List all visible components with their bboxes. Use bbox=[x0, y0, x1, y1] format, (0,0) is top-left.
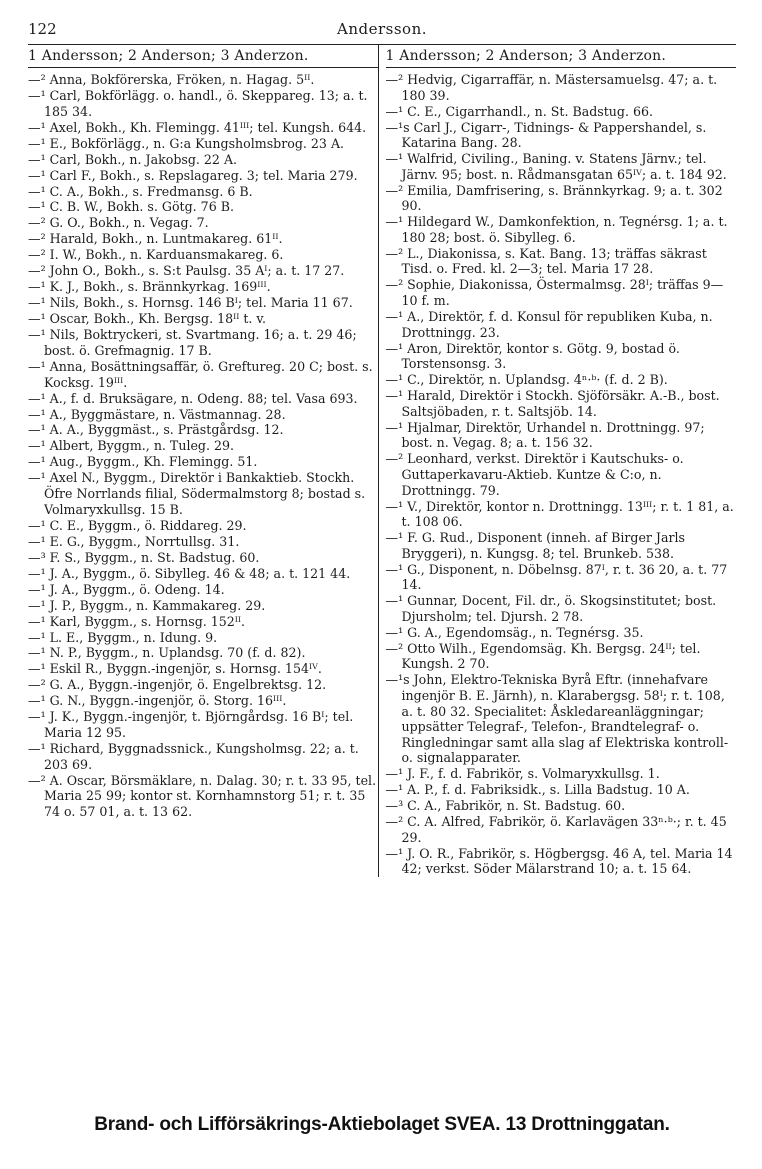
directory-entry: —¹ J. A., Byggm., ö. Sibylleg. 46 & 48; a. t. 121 44. bbox=[28, 565, 351, 581]
directory-entry: —¹ C. A., Bokh., s. Fredmansg. 6 B. bbox=[28, 183, 253, 199]
directory-entry: —¹ K. J., Bokh., s. Brännkyrkag. 169ᴵᴵᴵ. bbox=[28, 279, 271, 295]
directory-entry: —¹ G. A., Egendomsäg., n. Tegnérsg. 35. bbox=[385, 624, 644, 640]
directory-entry: —¹ J. F., f. d. Fabrikör, s. Volmaryxkullsg. 1. bbox=[385, 766, 660, 782]
directory-entry: —¹ E. G., Byggm., Norrtullsg. 31. bbox=[28, 533, 240, 549]
directory-entry: —² Otto Wilh., Egendomsäg. Kh. Bergsg. 24ᴵᴵ; tel. Kungsh. 2 70. bbox=[385, 640, 701, 672]
directory-entry: —¹ A., f. d. Bruksägare, n. Odeng. 88; tel. Vasa 693. bbox=[28, 390, 358, 406]
directory-entry: —¹ A. A., Byggmäst., s. Prästgårdsg. 12. bbox=[28, 422, 284, 438]
left-entries bbox=[28, 72, 378, 819]
directory-entry: —¹ E., Bokförlägg., n. G:a Kungsholmsbrog. 23 A. bbox=[28, 135, 345, 151]
footer-advertisement: Brand- och Lifförsäkrings-Aktiebolaget SVEA. 13 Drottninggatan. bbox=[94, 1114, 670, 1135]
directory-entry: —¹ L. E., Byggm., n. Idung. 9. bbox=[28, 629, 218, 645]
directory-entry: —¹ F. G. Rud., Disponent (inneh. af Birger Jarls Bryggeri), n. Kungsg. 8; tel. Brunkeb. 538. bbox=[385, 530, 685, 561]
directory-entry: —² Anna, Bokförerska, Fröken, n. Hagag. 5ᴵᴵ. bbox=[28, 72, 315, 87]
right-column-heading: 1 Andersson; 2 Anderson; 3 Anderzon. bbox=[386, 45, 737, 68]
directory-entry: —¹ Carl F., Bokh., s. Repslagareg. 3; tel. Maria 279. bbox=[28, 167, 358, 183]
directory-entry: —² G. A., Byggn.-ingenjör, ö. Engelbrektsg. 12. bbox=[28, 677, 327, 693]
directory-entry: —¹ A., Direktör, f. d. Konsul för republiken Kuba, n. Drottningg. 23. bbox=[385, 309, 713, 340]
directory-entry: —¹ A. P., f. d. Fabriksidk., s. Lilla Badstug. 10 A. bbox=[385, 782, 690, 798]
directory-entry: —² C. A. Alfred, Fabrikör, ö. Karlavägen 33ⁿ·ᵇ·; r. t. 45 29. bbox=[385, 814, 727, 845]
directory-entry: —¹ Walfrid, Civiling., Baning. v. Statens Järnv.; tel. Järnv. 95; bost. n. Rådmansgatan 65ᴵⱽ; a. t. 184 92. bbox=[385, 151, 727, 182]
directory-entry: —¹ Gunnar, Docent, Fil. dr., ö. Skogsinstitutet; bost. Djursholm; tel. Djursh. 2 78. bbox=[385, 593, 717, 624]
directory-entry: —¹ Axel N., Byggm., Direktör i Bankaktieb. Stockh. Öfre Norrlands filial, Södermalmstorg 8; bostad s. Volmaryxkullsg. 15 B. bbox=[28, 470, 366, 517]
directory-entry: —¹ Nils, Boktryckeri, st. Svartmang. 16; a. t. 29 46; bost. ö. Grefmagnig. 17 B. bbox=[28, 327, 357, 358]
directory-entry: —¹ J. A., Byggm., ö. Odeng. 14. bbox=[28, 581, 225, 597]
directory-entry: —¹ J. O. R., Fabrikör, s. Högbergsg. 46 A, tel. Maria 14 42; verkst. Söder Mälarstrand 10; a. t. 15 64. bbox=[385, 845, 733, 877]
directory-entry: —² Harald, Bokh., n. Luntmakareg. 61ᴵᴵ. bbox=[28, 231, 283, 247]
directory-entry: —¹ Albert, Byggm., n. Tuleg. 29. bbox=[28, 438, 235, 454]
directory-entry: —¹ V., Direktör, kontor n. Drottningg. 13ᴵᴵᴵ; r. t. 1 81, a. t. 108 06. bbox=[385, 498, 734, 530]
directory-entry: —¹ Axel, Bokh., Kh. Flemingg. 41ᴵᴵᴵ; tel. Kungsh. 644. bbox=[28, 119, 367, 135]
directory-entry: —² John O., Bokh., s. S:t Paulsg. 35 Aᴵ; a. t. 17 27. bbox=[28, 263, 345, 279]
directory-entry: —² L., Diakonissa, s. Kat. Bang. 13; träffas säkrast Tisd. o. Fred. kl. 2—3; tel. Maria 17 28. bbox=[385, 245, 707, 277]
directory-entry: —¹ C., Direktör, n. Uplandsg. 4ⁿ·ᵇ· (f. d. 2 B). bbox=[385, 372, 668, 388]
directory-entry: —¹ Karl, Byggm., s. Hornsg. 152ᴵᴵ. bbox=[28, 613, 246, 629]
directory-entry: —¹ J. K., Byggn.-ingenjör, t. Björngårdsg. 16 Bᴵ; tel. Maria 12 95. bbox=[28, 709, 354, 741]
page-number: 122 bbox=[28, 20, 57, 38]
directory-entry: —¹ G. N., Byggn.-ingenjör, ö. Storg. 16ᴵᴵᴵ. bbox=[28, 693, 287, 709]
directory-entry: —¹s Carl J., Cigarr-, Tidnings- & Pappershandel, s. Katarina Bang. 28. bbox=[385, 119, 707, 151]
running-head: Andersson. bbox=[337, 20, 427, 38]
directory-entry: —¹ Aug., Byggm., Kh. Flemingg. 51. bbox=[28, 454, 258, 470]
left-column-heading: 1 Andersson; 2 Anderson; 3 Anderzon. bbox=[28, 45, 378, 68]
directory-entry: —¹ Harald, Direktör i Stockh. Sjöförsäkr. A.-B., bost. Saltsjöbaden, r. t. Saltsjöb. 14. bbox=[385, 388, 720, 419]
directory-entry: —¹ J. P., Byggm., n. Kammakareg. 29. bbox=[28, 597, 266, 613]
right-column bbox=[378, 45, 737, 877]
page-header bbox=[28, 18, 736, 44]
directory-entry: —² A. Oscar, Börsmäklare, n. Dalag. 30; r. t. 33 95, tel. Maria 25 99; kontor st. Kornhamnstorg 51; r. t. 35 74 o. 57 01, a. t. 13 62. bbox=[28, 772, 377, 819]
directory-entry: —² Hedvig, Cigarraffär, n. Mästersamuelsg. 47; a. t. 180 39. bbox=[385, 72, 718, 103]
directory-entry: —² Emilia, Damfrisering, s. Brännkyrkag. 9; a. t. 302 90. bbox=[385, 182, 723, 214]
directory-entry: —² Leonhard, verkst. Direktör i Kautschuks- o. Guttaperkavaru-Aktieb. Kuntze & C:o, n. Drottningg. 79. bbox=[385, 451, 684, 498]
directory-entry: —¹ Hildegard W., Damkonfektion, n. Tegnérsg. 1; a. t. 180 28; bost. ö. Sibylleg. 6. bbox=[385, 214, 728, 245]
directory-entry: —¹ Hjalmar, Direktör, Urhandel n. Drottningg. 97; bost. n. Vegag. 8; a. t. 156 32. bbox=[385, 419, 705, 451]
directory-entry: —¹ G., Disponent, n. Döbelnsg. 87ᴵ, r. t. 36 20, a. t. 77 14. bbox=[385, 561, 728, 593]
directory-entry: —¹ Nils, Bokh., s. Hornsg. 146 Bᴵ; tel. Maria 11 67. bbox=[28, 295, 353, 311]
directory-entry: —² I. W., Bokh., n. Karduansmakareg. 6. bbox=[28, 247, 284, 263]
directory-entry: —³ F. S., Byggm., n. St. Badstug. 60. bbox=[28, 549, 260, 565]
left-column bbox=[28, 45, 378, 877]
directory-entry: —¹s John, Elektro-Tekniska Byrå Eftr. (innehafvare ingenjör B. E. Järnh), n. Klarabergsg. 58ᴵ; r. t. 108, a. t. 80 32. Specialitet: Åskledareanläggningar; uppsätter Telegraf-, Telefon-, Brandtelegraf- o. Ringledningar samt alla slag af Elektriska kontroll- o. signalapparater. bbox=[385, 672, 729, 766]
directory-entry: —¹ Eskil R., Byggn.-ingenjör, s. Hornsg. 154ᴵⱽ. bbox=[28, 661, 322, 677]
directory-entry: —¹ Carl, Bokh., n. Jakobsg. 22 A. bbox=[28, 151, 238, 167]
directory-entry: —² G. O., Bokh., n. Vegag. 7. bbox=[28, 215, 209, 231]
directory-entry: —¹ C. E., Cigarrhandl., n. St. Badstug. 66. bbox=[385, 103, 654, 119]
directory-entry: —¹ Richard, Byggnadssnick., Kungsholmsg. 22; a. t. 203 69. bbox=[28, 741, 359, 772]
directory-entry: —² Sophie, Diakonissa, Östermalmsg. 28ᴵ; träffas 9—10 f. m. bbox=[385, 277, 724, 309]
directory-entry: —¹ Anna, Bosättningsaffär, ö. Greftureg. 20 C; bost. s. Kocksg. 19ᴵᴵᴵ. bbox=[28, 358, 373, 390]
directory-entry: —³ C. A., Fabrikör, n. St. Badstug. 60. bbox=[385, 798, 626, 814]
directory-entry: —¹ Oscar, Bokh., Kh. Bergsg. 18ᴵᴵ t. v. bbox=[28, 311, 267, 327]
directory-entry: —¹ Aron, Direktör, kontor s. Götg. 9, bostad ö. Torstensonsg. 3. bbox=[385, 340, 680, 372]
columns bbox=[28, 44, 736, 877]
right-entries bbox=[386, 72, 737, 877]
directory-entry: —¹ C. B. W., Bokh. s. Götg. 76 B. bbox=[28, 199, 234, 215]
directory-entry: —¹ N. P., Byggm., n. Uplandsg. 70 (f. d. 82). bbox=[28, 645, 306, 661]
directory-entry: —¹ C. E., Byggm., ö. Riddareg. 29. bbox=[28, 517, 247, 533]
directory-entry: —¹ Carl, Bokförlägg. o. handl., ö. Skeppareg. 13; a. t. 185 34. bbox=[28, 87, 368, 119]
directory-entry: —¹ A., Byggmästare, n. Västmannag. 28. bbox=[28, 406, 286, 422]
